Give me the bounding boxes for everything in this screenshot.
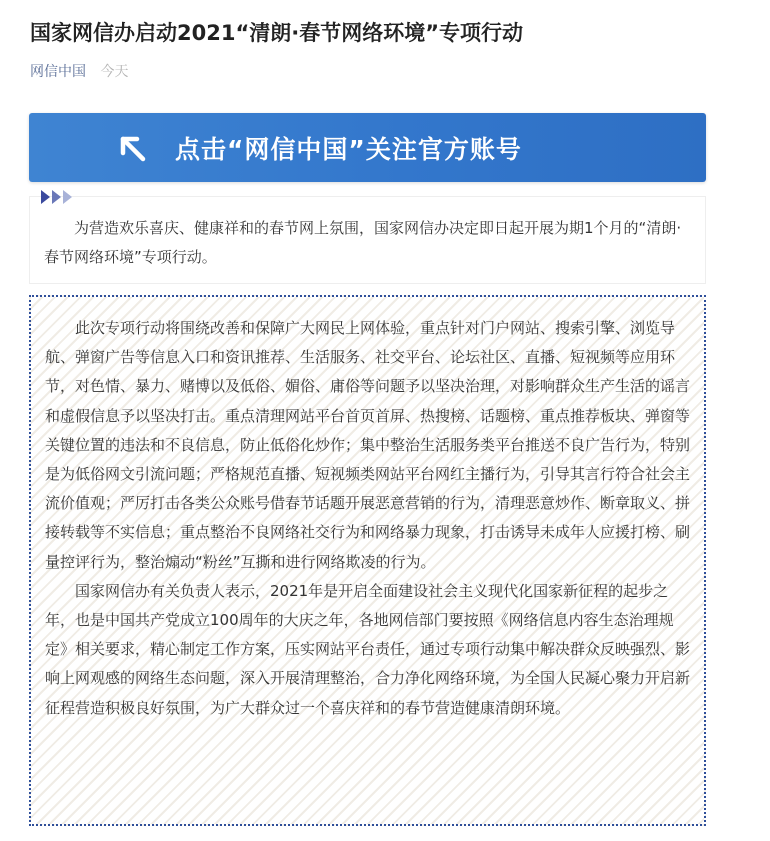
publish-date: 今天 bbox=[100, 64, 129, 80]
banner-text: 点击“网信中国”关注官方账号 bbox=[175, 134, 522, 164]
article-title: 国家网信办启动2021“清朗·春节网络环境”专项行动 bbox=[30, 21, 524, 45]
body-paragraph: 此次专项行动将围绕改善和保障广大网民上网体验，重点针对门户网站、搜索引擎、浏览导航、弹窗广告等信息入口和资讯推荐、生活服务、社交平台、论坛社区、直播、短视频等应用环节，对色情、暴力、赌博以及低俗、媚俗、庸俗等问题予以坚决治理，对影响群众生产生活的谣言和虚假信息予以坚决打击。重点清理网站平台首页首屏、热搜榜、话题榜、重点推荐板块、弹窗等关键位置的违法和不良信息，防止低俗化炒作；集中整治生活服务类平台推送不良广告行为，特别是为低俗网文引流问题；严格规范直播、短视频类网站平台网红主播行为，引导其言行符合社会主流价值观；严厉打击各类公众账号借春节话题开展恶意营销的行为，清理恶意炒作、断章取义、拼接转载等不实信息；重点整治不良网络社交行为和网络暴力现象，打击诱导未成年人应援打榜、刷量控评行为，整治煽动“粉丝”互撕和进行网络欺凌的行为。 bbox=[45, 319, 691, 571]
arrow-up-left-icon bbox=[115, 131, 149, 165]
triple-triangle-icon bbox=[41, 190, 72, 204]
intro-paragraph: 为营造欢乐喜庆、健康祥和的春节网上氛围，国家网信办决定即日起开展为期1个月的“清朗·春节网络环境”专项行动。 bbox=[44, 219, 682, 266]
body-text-box bbox=[29, 295, 706, 826]
intro-box bbox=[29, 196, 706, 284]
account-name-link[interactable]: 网信中国 bbox=[30, 64, 86, 80]
follow-account-banner[interactable] bbox=[29, 113, 706, 182]
article-meta bbox=[30, 62, 128, 82]
body-paragraph: 国家网信办有关负责人表示，2021年是开启全面建设社会主义现代化国家新征程的起步之年，也是中国共产党成立100周年的大庆之年，各地网信部门要按照《网络信息内容生态治理规定》相关要求，精心制定工作方案，压实网站平台责任，通过专项行动集中解决群众反映强烈、影响上网观感的网络生态问题，深入开展清理整治，合力净化网络环境，为全国人民凝心聚力开启新征程营造积极良好氛围，为广大群众过一个喜庆祥和的春节营造健康清朗环境。 bbox=[45, 581, 691, 717]
